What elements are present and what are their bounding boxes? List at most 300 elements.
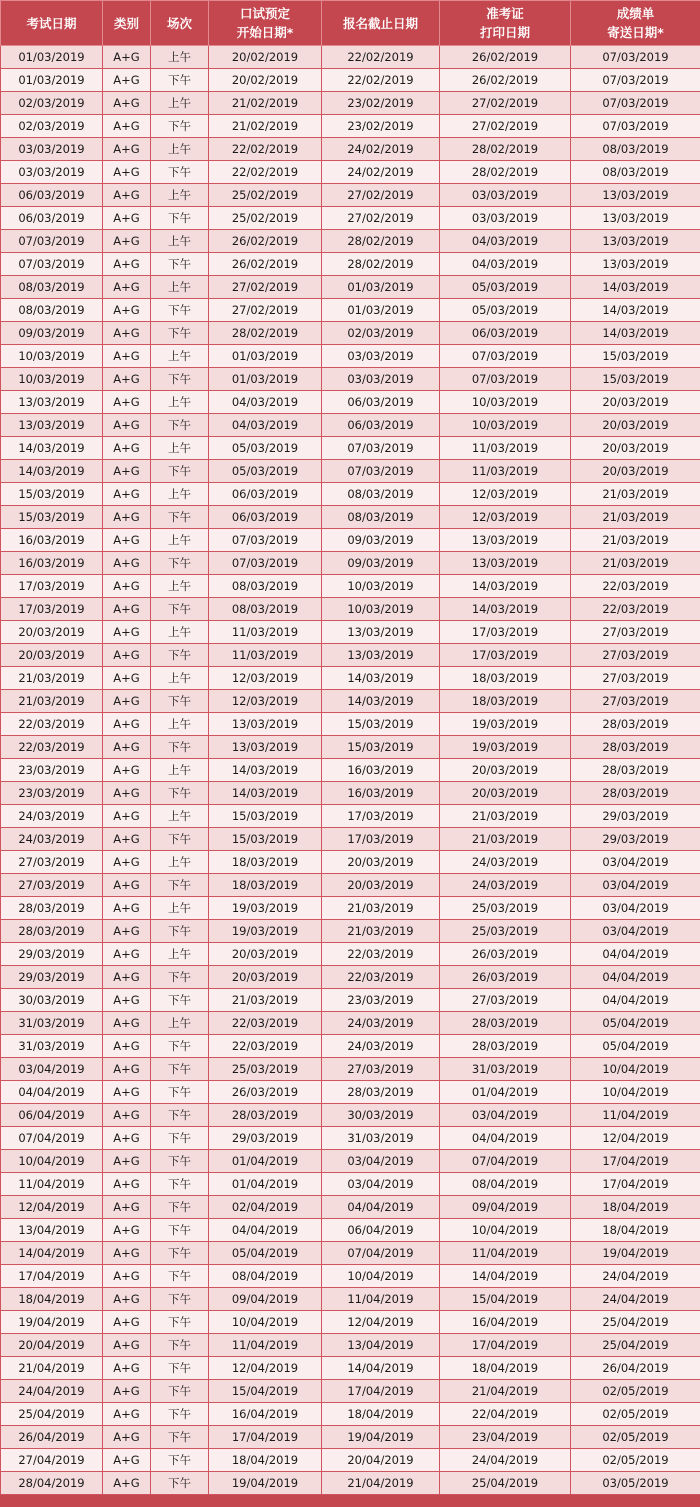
session-cell: 上午: [151, 230, 209, 253]
session-cell: 下午: [151, 1357, 209, 1380]
result-mailing-date-cell: 17/04/2019: [571, 1150, 700, 1173]
table-row: [1, 552, 700, 575]
exam-date-cell: 20/03/2019: [1, 644, 103, 667]
speaking-start-date-cell: 28/03/2019: [209, 1104, 322, 1127]
ticket-print-date-cell: 03/04/2019: [440, 1104, 571, 1127]
registration-deadline-cell: 17/04/2019: [322, 1380, 440, 1403]
result-mailing-date-cell: 24/04/2019: [571, 1265, 700, 1288]
result-mailing-date-cell: 03/04/2019: [571, 851, 700, 874]
session-cell: 上午: [151, 345, 209, 368]
speaking-start-date-cell: 15/03/2019: [209, 828, 322, 851]
result-mailing-date-cell: 20/03/2019: [571, 460, 700, 483]
exam-date-cell: 26/04/2019: [1, 1426, 103, 1449]
result-mailing-date-cell: 28/03/2019: [571, 782, 700, 805]
result-mailing-date-cell: 02/05/2019: [571, 1380, 700, 1403]
table-row: [1, 253, 700, 276]
session-cell: 下午: [151, 874, 209, 897]
result-mailing-date-cell: 05/04/2019: [571, 1012, 700, 1035]
result-mailing-date-cell: 07/03/2019: [571, 115, 700, 138]
session-cell: 下午: [151, 1380, 209, 1403]
category-cell: A+G: [103, 1219, 151, 1242]
session-cell: 上午: [151, 897, 209, 920]
registration-deadline-cell: 13/03/2019: [322, 644, 440, 667]
registration-deadline-cell: 30/03/2019: [322, 1104, 440, 1127]
session-cell: 上午: [151, 667, 209, 690]
session-cell: 下午: [151, 69, 209, 92]
exam-date-cell: 20/04/2019: [1, 1334, 103, 1357]
ticket-print-date-cell: 18/04/2019: [440, 1357, 571, 1380]
table-row: [1, 920, 700, 943]
table-row: [1, 713, 700, 736]
exam-date-cell: 24/03/2019: [1, 828, 103, 851]
table-row: [1, 276, 700, 299]
category-cell: A+G: [103, 161, 151, 184]
registration-deadline-cell: 01/03/2019: [322, 276, 440, 299]
registration-deadline-cell: 10/03/2019: [322, 598, 440, 621]
speaking-start-date-cell: 22/03/2019: [209, 1012, 322, 1035]
table-row: [1, 1334, 700, 1357]
registration-deadline-cell: 22/03/2019: [322, 966, 440, 989]
exam-date-cell: 21/04/2019: [1, 1357, 103, 1380]
registration-deadline-cell: 09/03/2019: [322, 552, 440, 575]
speaking-start-date-cell: 15/03/2019: [209, 805, 322, 828]
category-cell: A+G: [103, 1242, 151, 1265]
speaking-start-date-cell: 13/03/2019: [209, 713, 322, 736]
registration-deadline-cell: 18/04/2019: [322, 1403, 440, 1426]
speaking-start-date-cell: 07/03/2019: [209, 529, 322, 552]
result-mailing-date-cell: 28/03/2019: [571, 713, 700, 736]
table-row: [1, 575, 700, 598]
ticket-print-date-cell: 24/03/2019: [440, 851, 571, 874]
session-cell: 下午: [151, 920, 209, 943]
ticket-print-date-cell: 18/03/2019: [440, 690, 571, 713]
result-mailing-date-cell: 13/03/2019: [571, 230, 700, 253]
exam-date-cell: 13/03/2019: [1, 414, 103, 437]
registration-deadline-cell: 10/03/2019: [322, 575, 440, 598]
table-row: [1, 1035, 700, 1058]
session-cell: 下午: [151, 1288, 209, 1311]
exam-date-cell: 07/03/2019: [1, 230, 103, 253]
registration-deadline-cell: 27/03/2019: [322, 1058, 440, 1081]
speaking-start-date-cell: 01/04/2019: [209, 1173, 322, 1196]
header-registration-deadline: 报名截止日期: [322, 1, 440, 46]
exam-date-cell: 22/03/2019: [1, 713, 103, 736]
speaking-start-date-cell: 18/04/2019: [209, 1449, 322, 1472]
exam-date-cell: 27/04/2019: [1, 1449, 103, 1472]
table-row: [1, 1472, 700, 1495]
exam-date-cell: 01/03/2019: [1, 46, 103, 69]
table-row: [1, 1426, 700, 1449]
category-cell: A+G: [103, 828, 151, 851]
registration-deadline-cell: 07/04/2019: [322, 1242, 440, 1265]
exam-date-cell: 10/03/2019: [1, 345, 103, 368]
speaking-start-date-cell: 21/02/2019: [209, 115, 322, 138]
speaking-start-date-cell: 10/04/2019: [209, 1311, 322, 1334]
session-cell: 下午: [151, 1242, 209, 1265]
exam-date-cell: 14/03/2019: [1, 460, 103, 483]
result-mailing-date-cell: 11/04/2019: [571, 1104, 700, 1127]
session-cell: 下午: [151, 552, 209, 575]
exam-date-cell: 17/03/2019: [1, 598, 103, 621]
speaking-start-date-cell: 27/02/2019: [209, 299, 322, 322]
registration-deadline-cell: 02/03/2019: [322, 322, 440, 345]
exam-date-cell: 29/03/2019: [1, 943, 103, 966]
exam-date-cell: 14/04/2019: [1, 1242, 103, 1265]
session-cell: 上午: [151, 621, 209, 644]
exam-date-cell: 31/03/2019: [1, 1012, 103, 1035]
category-cell: A+G: [103, 1357, 151, 1380]
session-cell: 上午: [151, 575, 209, 598]
result-mailing-date-cell: 22/03/2019: [571, 575, 700, 598]
ticket-print-date-cell: 19/03/2019: [440, 713, 571, 736]
category-cell: A+G: [103, 1380, 151, 1403]
exam-date-cell: 13/04/2019: [1, 1219, 103, 1242]
table-row: [1, 299, 700, 322]
category-cell: A+G: [103, 1472, 151, 1495]
registration-deadline-cell: 20/04/2019: [322, 1449, 440, 1472]
speaking-start-date-cell: 13/03/2019: [209, 736, 322, 759]
result-mailing-date-cell: 10/04/2019: [571, 1081, 700, 1104]
registration-deadline-cell: 03/03/2019: [322, 368, 440, 391]
speaking-start-date-cell: 08/03/2019: [209, 575, 322, 598]
registration-deadline-cell: 06/04/2019: [322, 1219, 440, 1242]
table-row: [1, 1357, 700, 1380]
speaking-start-date-cell: 18/03/2019: [209, 874, 322, 897]
speaking-start-date-cell: 04/04/2019: [209, 1219, 322, 1242]
ticket-print-date-cell: 07/04/2019: [440, 1150, 571, 1173]
table-row: [1, 989, 700, 1012]
result-mailing-date-cell: 20/03/2019: [571, 437, 700, 460]
result-mailing-date-cell: 18/04/2019: [571, 1196, 700, 1219]
result-mailing-date-cell: 05/04/2019: [571, 1035, 700, 1058]
table-row: [1, 1104, 700, 1127]
ticket-print-date-cell: 17/03/2019: [440, 644, 571, 667]
table-row: [1, 1127, 700, 1150]
table-row: [1, 529, 700, 552]
ticket-print-date-cell: 11/03/2019: [440, 460, 571, 483]
category-cell: A+G: [103, 943, 151, 966]
session-cell: 上午: [151, 276, 209, 299]
result-mailing-date-cell: 21/03/2019: [571, 529, 700, 552]
registration-deadline-cell: 07/03/2019: [322, 460, 440, 483]
category-cell: A+G: [103, 529, 151, 552]
registration-deadline-cell: 20/03/2019: [322, 851, 440, 874]
exam-date-cell: 29/03/2019: [1, 966, 103, 989]
registration-deadline-cell: 24/03/2019: [322, 1035, 440, 1058]
ticket-print-date-cell: 04/04/2019: [440, 1127, 571, 1150]
session-cell: 下午: [151, 1173, 209, 1196]
registration-deadline-cell: 21/04/2019: [322, 1472, 440, 1495]
registration-deadline-cell: 11/04/2019: [322, 1288, 440, 1311]
header-speaking-start-date: 口试预定 开始日期*: [209, 1, 322, 46]
exam-date-cell: 13/03/2019: [1, 391, 103, 414]
session-cell: 下午: [151, 506, 209, 529]
session-cell: 下午: [151, 1265, 209, 1288]
session-cell: 下午: [151, 253, 209, 276]
session-cell: 下午: [151, 115, 209, 138]
exam-date-cell: 15/03/2019: [1, 506, 103, 529]
result-mailing-date-cell: 29/03/2019: [571, 828, 700, 851]
category-cell: A+G: [103, 460, 151, 483]
table-row: [1, 782, 700, 805]
ticket-print-date-cell: 19/03/2019: [440, 736, 571, 759]
speaking-start-date-cell: 01/03/2019: [209, 345, 322, 368]
table-row: [1, 184, 700, 207]
category-cell: A+G: [103, 115, 151, 138]
speaking-start-date-cell: 14/03/2019: [209, 759, 322, 782]
result-mailing-date-cell: 17/04/2019: [571, 1173, 700, 1196]
session-cell: 上午: [151, 391, 209, 414]
category-cell: A+G: [103, 1426, 151, 1449]
category-cell: A+G: [103, 690, 151, 713]
result-mailing-date-cell: 07/03/2019: [571, 69, 700, 92]
session-cell: 下午: [151, 1150, 209, 1173]
exam-date-cell: 15/03/2019: [1, 483, 103, 506]
table-row: [1, 460, 700, 483]
exam-date-cell: 03/04/2019: [1, 1058, 103, 1081]
table-row: [1, 598, 700, 621]
table-row: [1, 690, 700, 713]
ticket-print-date-cell: 26/03/2019: [440, 943, 571, 966]
exam-date-cell: 16/03/2019: [1, 529, 103, 552]
category-cell: A+G: [103, 736, 151, 759]
registration-deadline-cell: 28/03/2019: [322, 1081, 440, 1104]
result-mailing-date-cell: 14/03/2019: [571, 322, 700, 345]
session-cell: 下午: [151, 782, 209, 805]
result-mailing-date-cell: 14/03/2019: [571, 299, 700, 322]
session-cell: 上午: [151, 851, 209, 874]
table-row: [1, 805, 700, 828]
category-cell: A+G: [103, 1081, 151, 1104]
registration-deadline-cell: 24/03/2019: [322, 1012, 440, 1035]
session-cell: 上午: [151, 138, 209, 161]
ticket-print-date-cell: 21/03/2019: [440, 805, 571, 828]
session-cell: 下午: [151, 414, 209, 437]
speaking-start-date-cell: 26/03/2019: [209, 1081, 322, 1104]
table-row: [1, 115, 700, 138]
table-row: [1, 161, 700, 184]
speaking-start-date-cell: 16/04/2019: [209, 1403, 322, 1426]
registration-deadline-cell: 08/03/2019: [322, 506, 440, 529]
category-cell: A+G: [103, 782, 151, 805]
category-cell: A+G: [103, 483, 151, 506]
ticket-print-date-cell: 06/03/2019: [440, 322, 571, 345]
result-mailing-date-cell: 20/03/2019: [571, 391, 700, 414]
category-cell: A+G: [103, 1403, 151, 1426]
ticket-print-date-cell: 01/04/2019: [440, 1081, 571, 1104]
result-mailing-date-cell: 27/03/2019: [571, 667, 700, 690]
session-cell: 下午: [151, 1472, 209, 1495]
ticket-print-date-cell: 08/04/2019: [440, 1173, 571, 1196]
category-cell: A+G: [103, 1104, 151, 1127]
exam-date-cell: 25/04/2019: [1, 1403, 103, 1426]
category-cell: A+G: [103, 207, 151, 230]
ticket-print-date-cell: 26/03/2019: [440, 966, 571, 989]
result-mailing-date-cell: 10/04/2019: [571, 1058, 700, 1081]
category-cell: A+G: [103, 1035, 151, 1058]
speaking-start-date-cell: 05/04/2019: [209, 1242, 322, 1265]
ticket-print-date-cell: 05/03/2019: [440, 276, 571, 299]
speaking-start-date-cell: 20/03/2019: [209, 943, 322, 966]
table-row: [1, 69, 700, 92]
ticket-print-date-cell: 14/03/2019: [440, 598, 571, 621]
category-cell: A+G: [103, 1196, 151, 1219]
speaking-start-date-cell: 11/03/2019: [209, 621, 322, 644]
exam-date-cell: 28/03/2019: [1, 920, 103, 943]
speaking-start-date-cell: 28/02/2019: [209, 322, 322, 345]
header-admission-ticket-print-date: 准考证 打印日期: [440, 1, 571, 46]
result-mailing-date-cell: 29/03/2019: [571, 805, 700, 828]
exam-date-cell: 19/04/2019: [1, 1311, 103, 1334]
exam-date-cell: 03/03/2019: [1, 138, 103, 161]
ticket-print-date-cell: 09/04/2019: [440, 1196, 571, 1219]
result-mailing-date-cell: 21/03/2019: [571, 552, 700, 575]
ticket-print-date-cell: 24/03/2019: [440, 874, 571, 897]
speaking-start-date-cell: 04/03/2019: [209, 391, 322, 414]
table-row: [1, 851, 700, 874]
ticket-print-date-cell: 25/03/2019: [440, 897, 571, 920]
ticket-print-date-cell: 28/03/2019: [440, 1012, 571, 1035]
exam-date-cell: 17/04/2019: [1, 1265, 103, 1288]
table-row: [1, 1173, 700, 1196]
session-cell: 下午: [151, 207, 209, 230]
table-row: [1, 966, 700, 989]
registration-deadline-cell: 21/03/2019: [322, 897, 440, 920]
result-mailing-date-cell: 28/03/2019: [571, 759, 700, 782]
ticket-print-date-cell: 31/03/2019: [440, 1058, 571, 1081]
speaking-start-date-cell: 17/04/2019: [209, 1426, 322, 1449]
result-mailing-date-cell: 21/03/2019: [571, 483, 700, 506]
result-mailing-date-cell: 21/03/2019: [571, 506, 700, 529]
exam-date-cell: 16/03/2019: [1, 552, 103, 575]
exam-date-cell: 02/03/2019: [1, 115, 103, 138]
registration-deadline-cell: 17/03/2019: [322, 805, 440, 828]
category-cell: A+G: [103, 46, 151, 69]
ticket-print-date-cell: 28/02/2019: [440, 138, 571, 161]
registration-deadline-cell: 16/03/2019: [322, 759, 440, 782]
table-body: [1, 46, 700, 1495]
exam-date-cell: 22/03/2019: [1, 736, 103, 759]
ticket-print-date-cell: 23/04/2019: [440, 1426, 571, 1449]
header-exam-date: 考试日期: [1, 1, 103, 46]
ticket-print-date-cell: 27/02/2019: [440, 92, 571, 115]
category-cell: A+G: [103, 598, 151, 621]
category-cell: A+G: [103, 759, 151, 782]
session-cell: 上午: [151, 713, 209, 736]
category-cell: A+G: [103, 1265, 151, 1288]
category-cell: A+G: [103, 1127, 151, 1150]
category-cell: A+G: [103, 575, 151, 598]
registration-deadline-cell: 13/03/2019: [322, 621, 440, 644]
speaking-start-date-cell: 20/02/2019: [209, 69, 322, 92]
session-cell: 下午: [151, 1196, 209, 1219]
registration-deadline-cell: 14/03/2019: [322, 667, 440, 690]
ticket-print-date-cell: 11/04/2019: [440, 1242, 571, 1265]
table-row: [1, 759, 700, 782]
category-cell: A+G: [103, 391, 151, 414]
exam-date-cell: 28/03/2019: [1, 897, 103, 920]
category-cell: A+G: [103, 1449, 151, 1472]
speaking-start-date-cell: 12/03/2019: [209, 667, 322, 690]
speaking-start-date-cell: 01/04/2019: [209, 1150, 322, 1173]
exam-date-cell: 17/03/2019: [1, 575, 103, 598]
speaking-start-date-cell: 12/03/2019: [209, 690, 322, 713]
exam-date-cell: 30/03/2019: [1, 989, 103, 1012]
registration-deadline-cell: 06/03/2019: [322, 414, 440, 437]
exam-date-cell: 24/04/2019: [1, 1380, 103, 1403]
registration-deadline-cell: 13/04/2019: [322, 1334, 440, 1357]
ticket-print-date-cell: 03/03/2019: [440, 184, 571, 207]
exam-date-cell: 11/04/2019: [1, 1173, 103, 1196]
category-cell: A+G: [103, 230, 151, 253]
result-mailing-date-cell: 08/03/2019: [571, 138, 700, 161]
table-row: [1, 943, 700, 966]
session-cell: 下午: [151, 1334, 209, 1357]
speaking-start-date-cell: 26/02/2019: [209, 253, 322, 276]
registration-deadline-cell: 03/03/2019: [322, 345, 440, 368]
result-mailing-date-cell: 20/03/2019: [571, 414, 700, 437]
registration-deadline-cell: 22/03/2019: [322, 943, 440, 966]
session-cell: 上午: [151, 184, 209, 207]
session-cell: 下午: [151, 368, 209, 391]
speaking-start-date-cell: 20/03/2019: [209, 966, 322, 989]
category-cell: A+G: [103, 276, 151, 299]
result-mailing-date-cell: 27/03/2019: [571, 690, 700, 713]
speaking-start-date-cell: 27/02/2019: [209, 276, 322, 299]
table-row: [1, 1012, 700, 1035]
exam-date-cell: 31/03/2019: [1, 1035, 103, 1058]
result-mailing-date-cell: 04/04/2019: [571, 989, 700, 1012]
registration-deadline-cell: 27/02/2019: [322, 184, 440, 207]
table-row: [1, 667, 700, 690]
exam-date-cell: 21/03/2019: [1, 690, 103, 713]
category-cell: A+G: [103, 805, 151, 828]
speaking-start-date-cell: 22/03/2019: [209, 1035, 322, 1058]
session-cell: 上午: [151, 805, 209, 828]
ticket-print-date-cell: 25/04/2019: [440, 1472, 571, 1495]
registration-deadline-cell: 23/02/2019: [322, 115, 440, 138]
session-cell: 下午: [151, 989, 209, 1012]
registration-deadline-cell: 23/03/2019: [322, 989, 440, 1012]
category-cell: A+G: [103, 414, 151, 437]
result-mailing-date-cell: 27/03/2019: [571, 621, 700, 644]
speaking-start-date-cell: 19/03/2019: [209, 897, 322, 920]
ticket-print-date-cell: 27/03/2019: [440, 989, 571, 1012]
table-row: [1, 1288, 700, 1311]
exam-date-cell: 06/03/2019: [1, 207, 103, 230]
registration-deadline-cell: 16/03/2019: [322, 782, 440, 805]
table-row: [1, 1058, 700, 1081]
ticket-print-date-cell: 15/04/2019: [440, 1288, 571, 1311]
category-cell: A+G: [103, 437, 151, 460]
speaking-start-date-cell: 08/03/2019: [209, 598, 322, 621]
table-row: [1, 506, 700, 529]
result-mailing-date-cell: 02/05/2019: [571, 1426, 700, 1449]
ticket-print-date-cell: 17/03/2019: [440, 621, 571, 644]
speaking-start-date-cell: 19/04/2019: [209, 1472, 322, 1495]
speaking-start-date-cell: 26/02/2019: [209, 230, 322, 253]
speaking-start-date-cell: 11/03/2019: [209, 644, 322, 667]
session-cell: 上午: [151, 1012, 209, 1035]
registration-deadline-cell: 03/04/2019: [322, 1150, 440, 1173]
exam-date-cell: 04/04/2019: [1, 1081, 103, 1104]
ticket-print-date-cell: 11/03/2019: [440, 437, 571, 460]
result-mailing-date-cell: 19/04/2019: [571, 1242, 700, 1265]
exam-date-cell: 18/04/2019: [1, 1288, 103, 1311]
result-mailing-date-cell: 07/03/2019: [571, 92, 700, 115]
ticket-print-date-cell: 10/03/2019: [440, 391, 571, 414]
registration-deadline-cell: 15/03/2019: [322, 736, 440, 759]
